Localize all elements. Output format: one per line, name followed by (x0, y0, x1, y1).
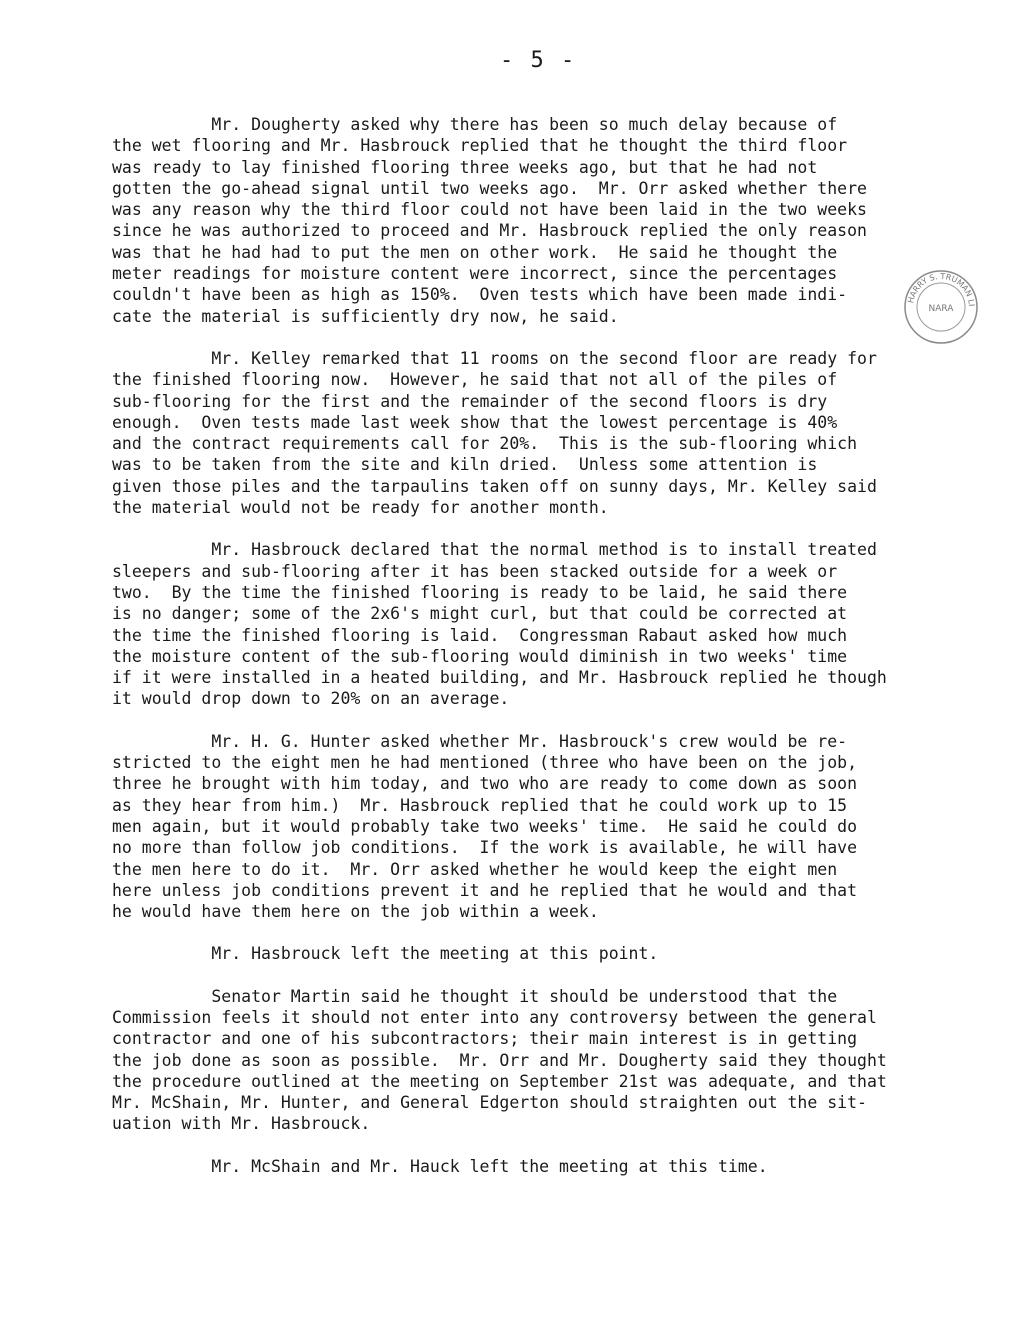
document-body (112, 114, 942, 1177)
svg-text:HARRY S. TRUMAN LIBRARY: HARRY S. TRUMAN LI (906, 271, 977, 307)
paragraph-hasbrouck-method: Mr. Hasbrouck declared that the normal method is to install treated sleepers and sub-flooring after it has been stacked outside for a week or two. By the time the finished flooring is ready to be laid, he said there is no danger; some of the 2x6's might curl, but that could be corrected at the time the finished flooring is laid. Congressman Rabaut asked how much the moisture content of the sub-flooring would diminish in two weeks' time if it were installed in a heated building, and Mr. Hasbrouck replied he though it would drop down to 20% on an average. (112, 540, 887, 709)
page-number: - 5 - (500, 48, 577, 73)
paragraph-hunter-crew: Mr. H. G. Hunter asked whether Mr. Hasbrouck's crew would be re- stricted to the eight men he had mentioned (three who have been on the job, three he brought with him today, and two who are ready to come down as soon as they hear from him.) Mr. Hasbrouck replied that he could work up to 15 men again, but it would probably take two weeks' time. He said he could do no more than follow job conditions. If the work is available, he will have the men here to do it. Mr. Orr asked whether he would keep the eight men here unless job conditions prevent it and he replied that he would and that he would have them here on the job within a week. (112, 731, 858, 922)
paragraph-hasbrouck-left: Mr. Hasbrouck left the meeting at this point. (112, 944, 659, 964)
paragraph-mcshain-left: Mr. McShain and Mr. Hauck left the meeting at this time. (112, 1156, 768, 1176)
paragraph-martin-controversy: Senator Martin said he thought it should be understood that the Commission feels it should not enter into any controversy between the general contractor and one of his subcontractors; their main interest is in getting the job done as soon as possible. Mr. Orr and Mr. Dougherty said they thought the procedure outlined at the meeting on September 21st was adequate, and that Mr. McShain, Mr. Hunter, and General Edgerton should straighten out the sit- uation with Mr. Hasbrouck. (112, 986, 887, 1134)
paragraph-kelley-rooms: Mr. Kelley remarked that 11 rooms on the second floor are ready for the finished flooring now. However, he said that not all of the piles of sub-flooring for the first and the remainder of the second floors is dry enough. Oven tests made last week show that the lowest percentage is 40% and the contract requirements call for 20%. This is the sub-flooring which was to be taken from the site and kiln dried. Unless some attention is given those piles and the tarpaulins taken off on sunny days, Mr. Kelley said the material would not be ready for another month. (112, 348, 877, 518)
paragraph-dougherty-delay: Mr. Dougherty asked why there has been so much delay because of the wet flooring and Mr. Hasbrouck replied that he thought the third floor was ready to lay finished flooring three weeks ago, but that he had not gotten the go-ahead signal until two weeks ago. Mr. Orr asked whether there was any reason why the third floor could not have been laid in the two weeks since he was authorized to proceed and Mr. Hasbrouck replied the only reason was that he had had to put the men on other work. He said he thought the meter readings for moisture content were incorrect, since the percentages couldn't have been as high as 150%. Oven tests which have been made indi- cate the material is sufficiently dry now, he said. (112, 115, 867, 326)
svg-text:NARA: NARA (928, 304, 954, 314)
